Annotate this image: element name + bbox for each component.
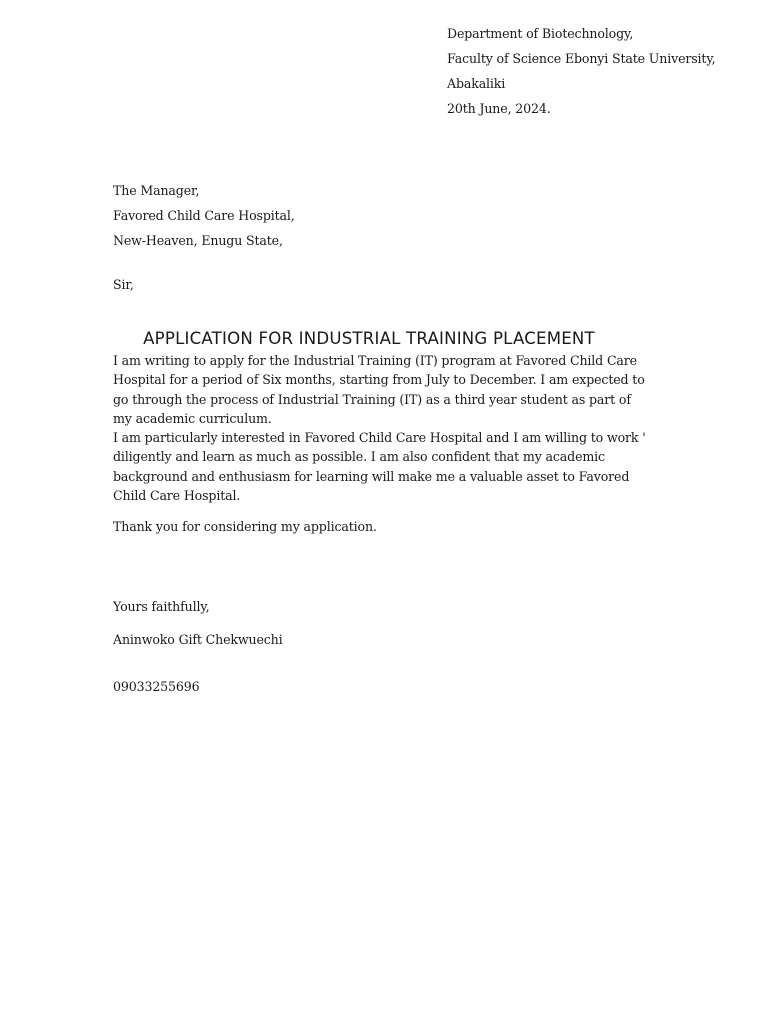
sender-address	[447, 25, 757, 125]
recipient-address-line: The Manager,	[113, 183, 200, 198]
sender-address-line: Department of Biotechnology,	[447, 26, 634, 41]
complimentary-close: Yours faithfully,	[113, 599, 210, 614]
letter-subject-heading: APPLICATION FOR INDUSTRIAL TRAINING PLACEMENT	[143, 329, 595, 348]
body-paragraph: I am particularly interested in Favored Child Care Hospital and I am willing to work ' diligently and learn as much as possible. I am also confident that my academic background and enthusiasm for learning will make me a valuable asset to Favored Child Care Hospital.	[113, 430, 646, 504]
letter-date: 20th June, 2024.	[447, 101, 551, 116]
thank-you-line: Thank you for considering my application.	[113, 519, 377, 534]
body-paragraph: I am writing to apply for the Industrial Training (IT) program at Favored Child Care Hospital for a period of Six months, starting from July to December. I am expected to go through the process of Industrial Training (IT) as a third year student as part of my academic curriculum.	[113, 353, 645, 426]
sender-address-line: Faculty of Science Ebonyi State University,	[447, 51, 716, 66]
phone-number: 09033255696	[113, 679, 200, 694]
sender-address-line: Abakaliki	[447, 76, 506, 91]
recipient-address	[113, 182, 513, 257]
recipient-address-line: New-Heaven, Enugu State,	[113, 233, 283, 248]
recipient-address-line: Favored Child Care Hospital,	[113, 208, 295, 223]
signature-name: Aninwoko Gift Chekwuechi	[113, 632, 283, 647]
salutation: Sir,	[113, 277, 134, 292]
letter-body	[113, 351, 653, 505]
